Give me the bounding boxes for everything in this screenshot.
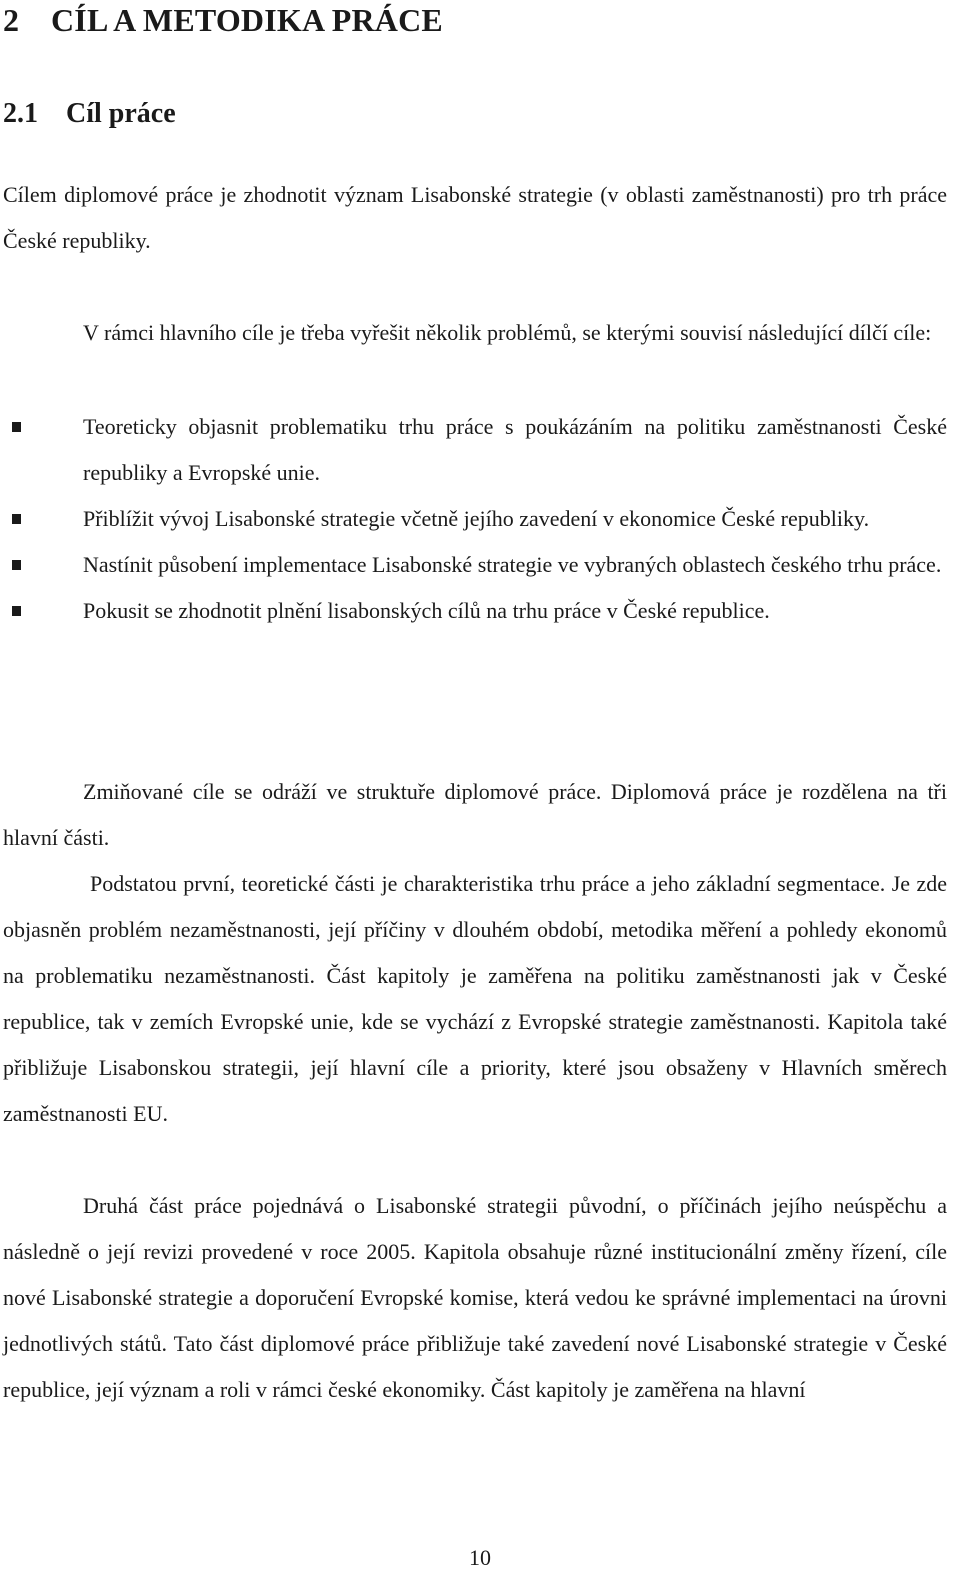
list-item <box>0 496 947 542</box>
bullet-square-icon <box>12 560 21 570</box>
paragraph-part-one: Podstatou první, teoretické části je charakteristika trhu práce a jeho základní segmentace. Je zde objasněn problém nezaměstnanosti, její příčiny v dlouhém období, metodika měření a pohledy ekonomů na problematiku nezaměstnanosti. Část kapitoly je zaměřena na politiku zaměstnanosti jak v České republice, tak v zemích Evropské unie, kde se vychází z Evropské strategie zaměstnanosti. Kapitola také přibližuje Lisabonskou strategii, její hlavní cíle a priority, které jsou obsaženy v Hlavních směrech zaměstnanosti EU. <box>3 871 947 1126</box>
list-item-text: Teoreticky objasnit problematiku trhu práce s poukázáním na politiku zaměstnanosti České republiky a Evropské unie. <box>83 414 947 485</box>
list-item-text: Pokusit se zhodnotit plnění lisabonských cílů na trhu práce v České republice. <box>83 598 770 623</box>
chapter-title: CÍL A METODIKA PRÁCE <box>51 2 443 38</box>
list-item <box>0 542 947 588</box>
bullet-square-icon <box>12 422 21 432</box>
paragraph-subgoals-intro: V rámci hlavního cíle je třeba vyřešit několik problémů, se kterými souvisí následující dílčí cíle: <box>83 320 932 345</box>
chapter-heading <box>3 2 443 39</box>
page-number: 10 <box>469 1545 491 1570</box>
list-item-text: Nastínit působení implementace Lisabonské strategie ve vybraných oblastech českého trhu práce. <box>83 552 942 577</box>
paragraph-structure: Zmiňované cíle se odráží ve struktuře diplomové práce. Diplomová práce je rozdělena na tři hlavní části. <box>3 779 947 850</box>
list-item <box>0 588 947 634</box>
section-heading <box>3 98 176 130</box>
paragraph-goal: Cílem diplomové práce je zhodnotit význam Lisabonské strategie (v oblasti zaměstnanosti) pro trh práce České republiky. <box>3 182 947 253</box>
list-item-text: Přiblížit vývoj Lisabonské strategie včetně jejího zavedení v ekonomice České republiky. <box>83 506 870 531</box>
subgoals-list <box>0 404 948 634</box>
list-item <box>0 404 947 496</box>
chapter-number: 2 <box>3 2 20 38</box>
bullet-square-icon <box>12 606 21 616</box>
section-number: 2.1 <box>3 98 38 129</box>
section-title: Cíl práce <box>66 98 176 129</box>
paragraph-part-two: Druhá část práce pojednává o Lisabonské strategii původní, o příčinách jejího neúspěchu a následně o její revizi provedené v roce 2005. Kapitola obsahuje různé institucionální změny řízení, cíle nové Lisabonské strategie a doporučení Evropské komise, která vedou ke správné implementaci na úrovni jednotlivých států. Tato část diplomové práce přibližuje také zavedení nové Lisabonské strategie v České republice, její význam a roli v rámci české ekonomiky. Část kapitoly je zaměřena na hlavní <box>3 1193 947 1402</box>
bullet-square-icon <box>12 514 21 524</box>
